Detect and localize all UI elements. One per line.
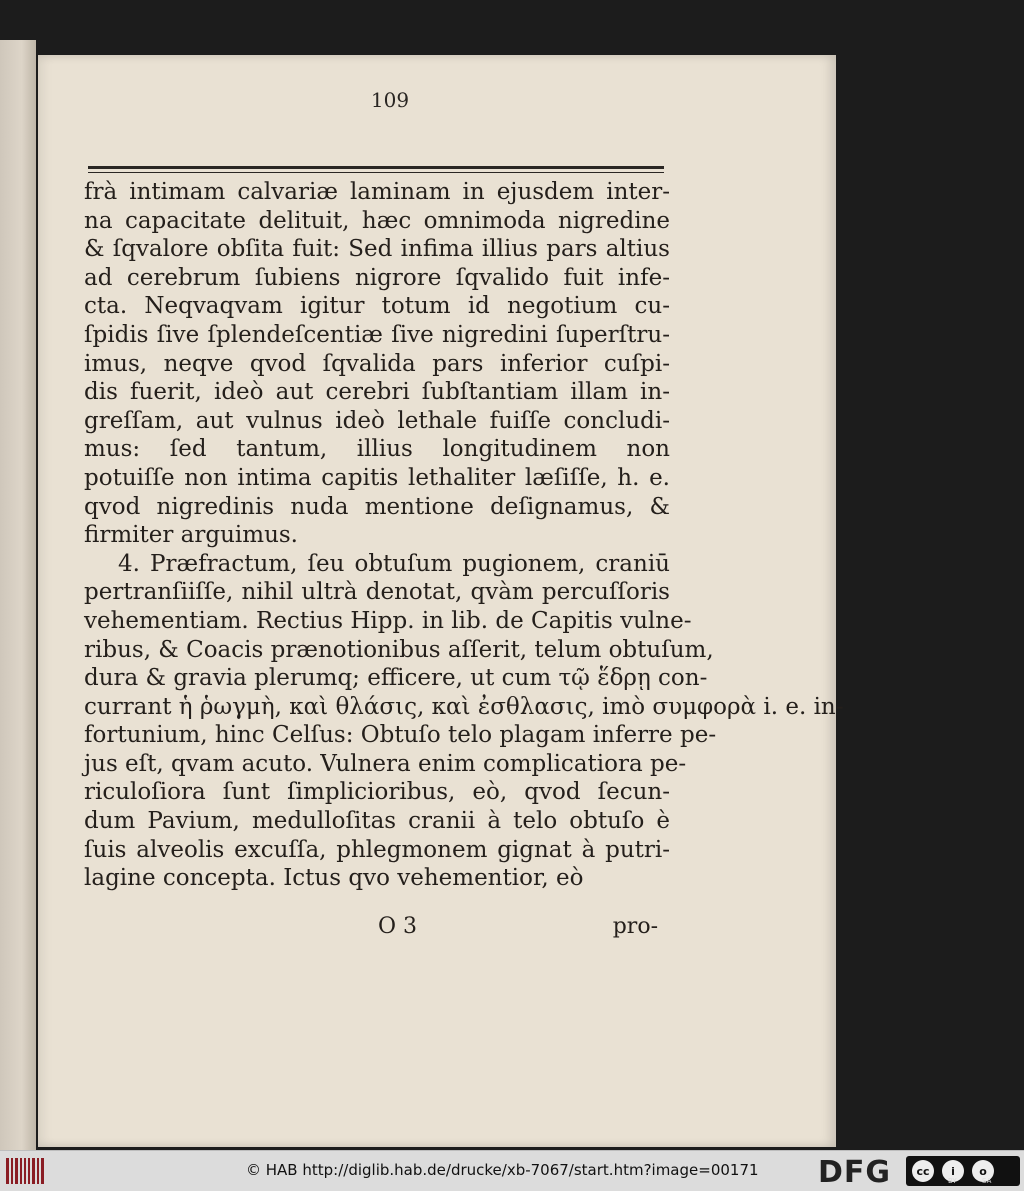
text-line: ribus, & Coacis prænotionibus aſſerit, telum obtuſum, [84, 636, 714, 663]
text-line: vehementiam. Rectius Hipp. in lib. de Capitis vulne- [84, 607, 692, 634]
header-rule-thin [88, 172, 664, 173]
text-line: na capacitate delituit, hæc omnimoda nigredine [84, 207, 670, 234]
page-footer [88, 914, 658, 950]
text-line: jus eſt, qvam acuto. Vulnera enim complicatiora pe- [84, 750, 687, 777]
text-line: fortunium, hinc Celſus: Obtuſo telo plagam inferre pe- [84, 722, 717, 749]
text-line: greſſam, aut vulnus ideò lethale fuiſſe concludi- [84, 407, 670, 434]
text-line: cta. Neqvaqvam igitur totum id negotium cu- [84, 293, 670, 320]
text-line: & ſqvalore obſita fuit: Sed infima illius pars altius [84, 236, 670, 263]
adjacent-page-edge [0, 40, 36, 1150]
cc-license-badge[interactable] [906, 1156, 1020, 1186]
cc-icon: cc [912, 1160, 934, 1182]
text-line: dura & gravia plerumq; efficere, ut cum τῷ ἕδρῃ con- [84, 665, 708, 692]
text-line: dis fuerit, ideò aut cerebri ſubſtantiam illam in- [84, 379, 670, 406]
text-line: ad cerebrum ſubiens nigrore ſqvalido fuit infe- [84, 264, 670, 291]
cc-sa-label: SA [982, 1177, 992, 1185]
cc-by-label: BY [948, 1177, 957, 1185]
text-line: pertranſiiſſe, nihil ultrà denotat, qvàm percuſſoris [84, 579, 670, 606]
header-rule [88, 166, 664, 169]
text-line: lagine concepta. Ictus qvo vehementior, eò [84, 865, 584, 892]
text-line: 4. Præfractum, ſeu obtuſum pugionem, craniū [118, 550, 670, 577]
page-number: 109 [370, 88, 410, 112]
text-line: imus, neqve qvod ſqvalida pars inferior cuſpi- [84, 350, 670, 377]
by-attribution-icon: i [942, 1160, 964, 1182]
text-line: currant ἡ ῥωγμὴ, καὶ θλάσις, καὶ ἐσθλασις, imò συμφορὰ i. e. in- [84, 693, 844, 720]
text-line: potuiſſe non intima capitis lethaliter læſiſſe, h. e. [84, 464, 670, 491]
catchword: pro- [612, 914, 658, 939]
text-line: qvod nigredinis nuda mentione deſignamus, & [84, 493, 670, 520]
text-line: frà intimam calvariæ laminam in ejusdem inter- [84, 179, 670, 205]
text-line: ſpidis ſive ſplendeſcentiæ ſive nigredini ſuperſtru- [84, 321, 670, 348]
text-line: mus: ſed tantum, illius longitudinem non [84, 436, 670, 463]
text-line: riculoſiora ſunt ſimplicioribus, eò, qvod ſecun- [84, 779, 670, 806]
signature-mark: O 3 [378, 914, 418, 939]
body-text [84, 178, 844, 893]
text-line: firmiter arguimus. [84, 522, 298, 549]
dfg-logo[interactable]: DFG [818, 1155, 892, 1190]
hab-logo-icon[interactable] [6, 1158, 44, 1184]
text-line: dum Pavium, medulloſitas cranii à telo obtuſo è [84, 808, 670, 835]
text-line: ſuis alveolis excuſſa, phlegmonem gignat à putri- [84, 836, 670, 863]
viewer-footer-bar [0, 1150, 1024, 1191]
source-url[interactable]: © HAB http://diglib.hab.de/drucke/xb-7067/start.htm?image=00171 [246, 1161, 759, 1179]
sa-share-alike-icon: o [972, 1160, 994, 1182]
